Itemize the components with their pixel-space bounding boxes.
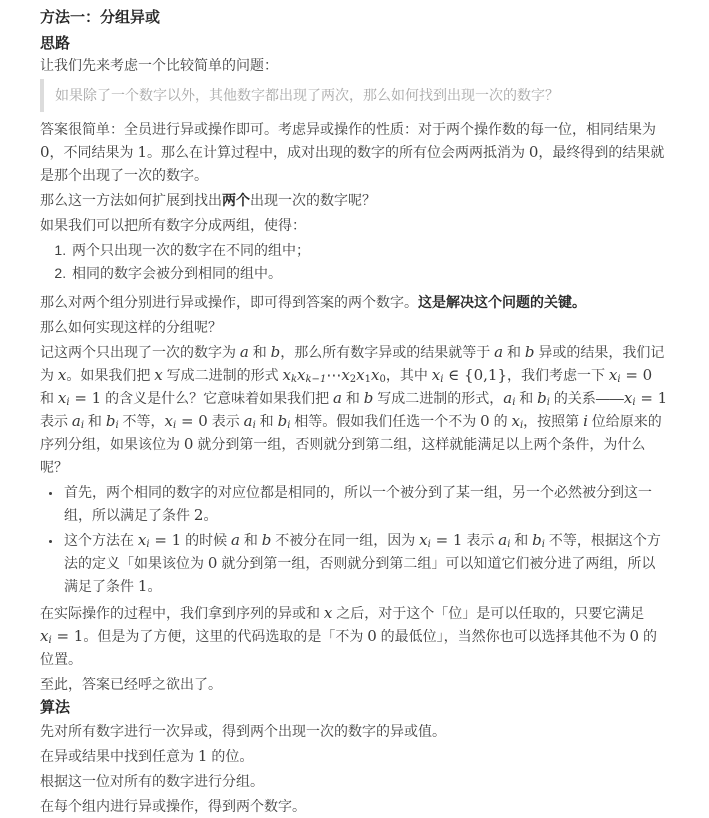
condition-list [40, 239, 668, 285]
group-answer-paragraph: 那么对两个组分别进行异或操作，即可得到答案的两个数字。这是解决这个问题的关键。 [40, 294, 586, 310]
practice-note-paragraph: 在实际操作的过程中，我们拿到序列的异或和 x 之后，对于这个「位」是可以任取的，只要它满足 $x_i = 1$。但是为了方便，这里的代码选取的是「不为 0 的最低位」，当然你也可以选择其他不为 0 的位置。 [40, 604, 657, 667]
grouping-intro-paragraph: 如果我们可以把所有数字分成两组，使得： [40, 217, 306, 233]
method-heading: 方法一：分组异或 [40, 9, 161, 26]
condition-item-2: 2. 相同的数字会被分到相同的组中。 [70, 262, 668, 285]
problem-blockquote: 如果除了一个数字以外，其他数字都出现了两次，那么如何找到出现一次的数字？ [40, 79, 668, 112]
algorithm-heading: 算法 [40, 699, 71, 716]
conclusion-paragraph: 至此，答案已经呼之欲出了。 [40, 676, 222, 692]
binary-analysis-paragraph: 记这两个只出现了一次的数字为 a 和 b，那么所有数字异或的结果就等于 a 和 b 异或的结果，我们记为 x。如果我们把 x 写成二进制的形式 $x_kx_{k-1}\cdots x_2x_1x_0$，其中 $x_i$ ∈ {0,1}，我们考虑一下 $x_i = 0$ 和 $x_i = 1$ 的含义是什么？它意味着如果我们把 a 和 b 写成二进制的形式，$a_i$ 和 $b_i$ 的关系$——x_i = 1$ 表示 $a_i$ 和 $b_i$ 不等，$x_i = 0$ 表示 $a_i$ 和 $b_i$ 相等。假如我们任选一个不为 0 的 $x_i$，按照第 i 位给原来的序列分组，如果该位为 0 就分到第一组，否则就分到第二组，这样就能满足以上两个条件，为什么呢？ [40, 343, 668, 475]
how-to-group-paragraph: 那么如何实现这样的分组呢？ [40, 319, 222, 335]
algorithm-step-1: 先对所有数字进行一次异或，得到两个出现一次的数字的异或值。 [40, 723, 446, 739]
intro-paragraph: 让我们先来考虑一个比较简单的问题： [40, 57, 278, 73]
reason-item-1: • 首先，两个相同的数字的对应位都是相同的，所以一个被分到了某一组，另一个必然被分到这一组，所以满足了条件 2。 [62, 481, 668, 527]
condition-item-1: 1. 两个只出现一次的数字在不同的组中； [70, 239, 668, 262]
reason-list [40, 481, 668, 598]
algorithm-step-2: 在异或结果中找到任意为 1 的位。 [40, 747, 254, 765]
reason-item-2: • 这个方法在 $x_i = 1$ 的时候 a 和 b 不被分在同一组，因为 $x_i = 1$ 表示 $a_i$ 和 $b_i$ 不等，根据这个方法的定义「如果该位为 0 就分到第一组，否则就分到第二组」可以知道它们被分进了两组，所以满足了条件 1。 [62, 529, 668, 598]
algorithm-step-3: 根据这一位对所有的数字进行分组。 [40, 773, 264, 789]
solution-article [40, 8, 668, 818]
idea-heading: 思路 [40, 35, 71, 52]
algorithm-step-4: 在每个组内进行异或操作，得到两个数字。 [40, 798, 306, 814]
extend-question-paragraph: 那么这一方法如何扩展到找出两个出现一次的数字呢？ [40, 192, 376, 208]
xor-basic-paragraph: 答案很简单：全员进行异或操作即可。考虑异或操作的性质：对于两个操作数的每一位，相同结果为 0，不同结果为 1。那么在计算过程中，成对出现的数字的所有位会两两抵消为 0，最终得到的结果就是那个出现了一次的数字。 [40, 121, 665, 183]
